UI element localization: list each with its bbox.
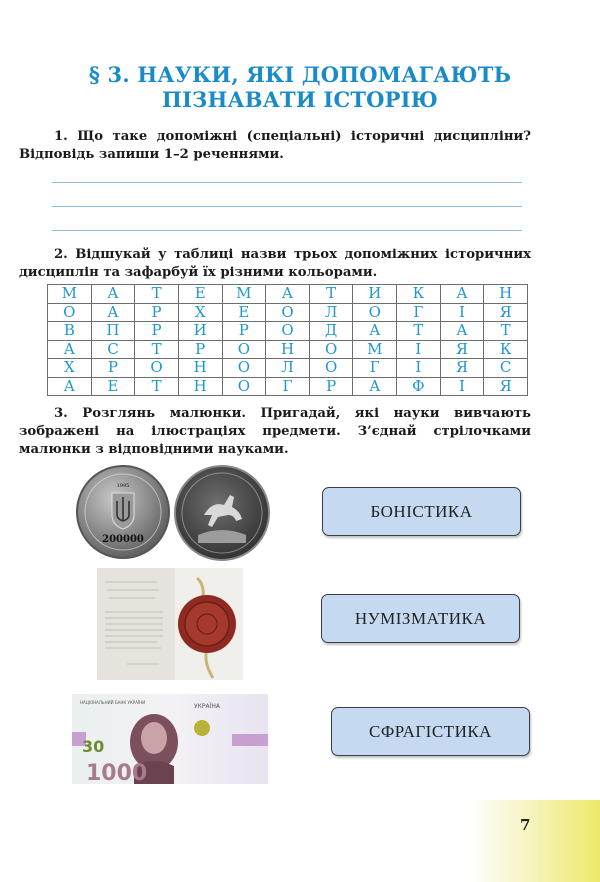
- grid-cell[interactable]: Я: [484, 377, 528, 396]
- grid-row: [48, 303, 528, 322]
- grid-cell[interactable]: С: [484, 359, 528, 378]
- task-3-text: 3. Розглянь малюнки. Пригадай, які науки вивчають зображені на ілюстраціях предмети. З’єднай стрілочками малюнки з відповідними науками.: [19, 406, 531, 457]
- science-box-numismatyka[interactable]: [321, 594, 520, 643]
- grid-cell[interactable]: А: [353, 377, 397, 396]
- grid-row: [48, 340, 528, 359]
- grid-cell[interactable]: А: [266, 285, 310, 304]
- grid-cell[interactable]: Я: [440, 359, 484, 378]
- coin-reverse: [174, 465, 270, 561]
- title-line-1: § 3. НАУКИ, ЯКІ ДОПОМАГАЮТЬ: [88, 62, 512, 87]
- grid-cell[interactable]: Д: [309, 322, 353, 341]
- grid-cell[interactable]: А: [48, 377, 92, 396]
- grid-cell[interactable]: А: [91, 285, 135, 304]
- grid-cell[interactable]: Р: [135, 303, 179, 322]
- svg-text:УКРАЇНА: УКРАЇНА: [194, 703, 221, 710]
- grid-cell[interactable]: О: [48, 303, 92, 322]
- grid-cell[interactable]: О: [222, 377, 266, 396]
- science-label: СФРАГІСТИКА: [369, 721, 492, 741]
- grid-cell[interactable]: Е: [91, 377, 135, 396]
- task-3: [19, 405, 531, 459]
- answer-line-1[interactable]: [52, 182, 522, 183]
- grid-cell[interactable]: Я: [484, 303, 528, 322]
- grid-cell[interactable]: С: [91, 340, 135, 359]
- grid-cell[interactable]: Р: [222, 322, 266, 341]
- grid-cell[interactable]: Т: [135, 340, 179, 359]
- page-corner-decoration: [470, 800, 600, 882]
- grid-cell[interactable]: Т: [135, 377, 179, 396]
- grid-cell[interactable]: Л: [266, 359, 310, 378]
- grid-cell[interactable]: Р: [309, 377, 353, 396]
- grid-row: [48, 377, 528, 396]
- grid-cell[interactable]: И: [353, 285, 397, 304]
- banknote-image[interactable]: [72, 694, 268, 784]
- grid-cell[interactable]: Г: [397, 303, 441, 322]
- grid-cell[interactable]: І: [397, 340, 441, 359]
- grid-cell[interactable]: Л: [309, 303, 353, 322]
- science-label: НУМІЗМАТИКА: [354, 608, 487, 628]
- horseman-icon: [176, 467, 268, 559]
- grid-cell[interactable]: М: [222, 285, 266, 304]
- grid-row: [48, 285, 528, 304]
- grid-cell[interactable]: А: [48, 340, 92, 359]
- grid-cell[interactable]: Х: [178, 303, 222, 322]
- letter-grid: [47, 284, 528, 396]
- task-1-text: 1. Що таке допоміжні (спеціальні) історичні дисципліни? Відповідь запиши 1–2 реченнями.: [19, 129, 531, 162]
- coins-image[interactable]: [76, 462, 276, 558]
- grid-cell[interactable]: І: [397, 359, 441, 378]
- grid-cell[interactable]: О: [309, 340, 353, 359]
- task-2: [19, 246, 531, 282]
- seal-document-image[interactable]: [97, 568, 243, 680]
- grid-cell[interactable]: М: [48, 285, 92, 304]
- grid-cell[interactable]: О: [353, 303, 397, 322]
- science-box-bonistika[interactable]: [322, 487, 521, 536]
- grid-cell[interactable]: О: [309, 359, 353, 378]
- grid-cell[interactable]: О: [266, 322, 310, 341]
- science-label: БОНІСТИКА: [370, 501, 473, 521]
- grid-cell[interactable]: А: [91, 303, 135, 322]
- page-number: 7: [520, 816, 531, 834]
- title-line-2: ПІЗНАВАТИ ІСТОРІЮ: [162, 87, 438, 112]
- grid-cell[interactable]: О: [222, 359, 266, 378]
- grid-cell[interactable]: М: [353, 340, 397, 359]
- grid-cell[interactable]: Т: [309, 285, 353, 304]
- grid-cell[interactable]: О: [222, 340, 266, 359]
- svg-text:НАЦІОНАЛЬНИЙ БАНК УКРАЇНИ: НАЦІОНАЛЬНИЙ БАНК УКРАЇНИ: [80, 700, 146, 705]
- grid-cell[interactable]: Х: [48, 359, 92, 378]
- grid-cell[interactable]: Н: [178, 377, 222, 396]
- grid-cell[interactable]: Г: [266, 377, 310, 396]
- wax-seal-icon: [97, 568, 243, 680]
- grid-cell[interactable]: В: [48, 322, 92, 341]
- svg-text:200000: 200000: [102, 534, 144, 545]
- grid-cell[interactable]: И: [178, 322, 222, 341]
- grid-cell[interactable]: Р: [91, 359, 135, 378]
- grid-cell[interactable]: Н: [178, 359, 222, 378]
- grid-cell[interactable]: Е: [222, 303, 266, 322]
- grid-cell[interactable]: А: [440, 322, 484, 341]
- grid-cell[interactable]: Р: [178, 340, 222, 359]
- task-1: [19, 128, 531, 164]
- grid-cell[interactable]: О: [135, 359, 179, 378]
- grid-cell[interactable]: Ф: [397, 377, 441, 396]
- grid-cell[interactable]: К: [397, 285, 441, 304]
- svg-text:30: 30: [82, 737, 105, 756]
- grid-cell[interactable]: О: [266, 303, 310, 322]
- grid-cell[interactable]: К: [484, 340, 528, 359]
- grid-cell[interactable]: А: [353, 322, 397, 341]
- grid-cell[interactable]: Т: [484, 322, 528, 341]
- answer-line-3[interactable]: [52, 230, 522, 231]
- page-title: [0, 62, 600, 112]
- svg-text:1000: 1000: [86, 761, 148, 784]
- grid-cell[interactable]: І: [440, 377, 484, 396]
- answer-line-2[interactable]: [52, 206, 522, 207]
- grid-cell[interactable]: Н: [484, 285, 528, 304]
- grid-cell[interactable]: Т: [135, 285, 179, 304]
- coin-obverse: [76, 465, 170, 559]
- grid-row: [48, 359, 528, 378]
- grid-cell[interactable]: Г: [353, 359, 397, 378]
- task-2-text: 2. Відшукай у таблиці назви трьох допоміжних історичних дисциплін та зафарбуй їх різними кольорами.: [19, 247, 531, 280]
- science-box-sfragistyka[interactable]: [331, 707, 530, 756]
- grid-cell[interactable]: Я: [440, 340, 484, 359]
- grid-cell[interactable]: Т: [397, 322, 441, 341]
- trident-icon: [78, 467, 168, 557]
- grid-cell[interactable]: Р: [135, 322, 179, 341]
- banknote-portrait-icon: [72, 694, 268, 784]
- grid-row: [48, 322, 528, 341]
- grid-cell[interactable]: Н: [266, 340, 310, 359]
- svg-text:1995: 1995: [116, 483, 130, 489]
- grid-cell[interactable]: А: [440, 285, 484, 304]
- grid-cell[interactable]: І: [440, 303, 484, 322]
- grid-cell[interactable]: Е: [178, 285, 222, 304]
- grid-cell[interactable]: П: [91, 322, 135, 341]
